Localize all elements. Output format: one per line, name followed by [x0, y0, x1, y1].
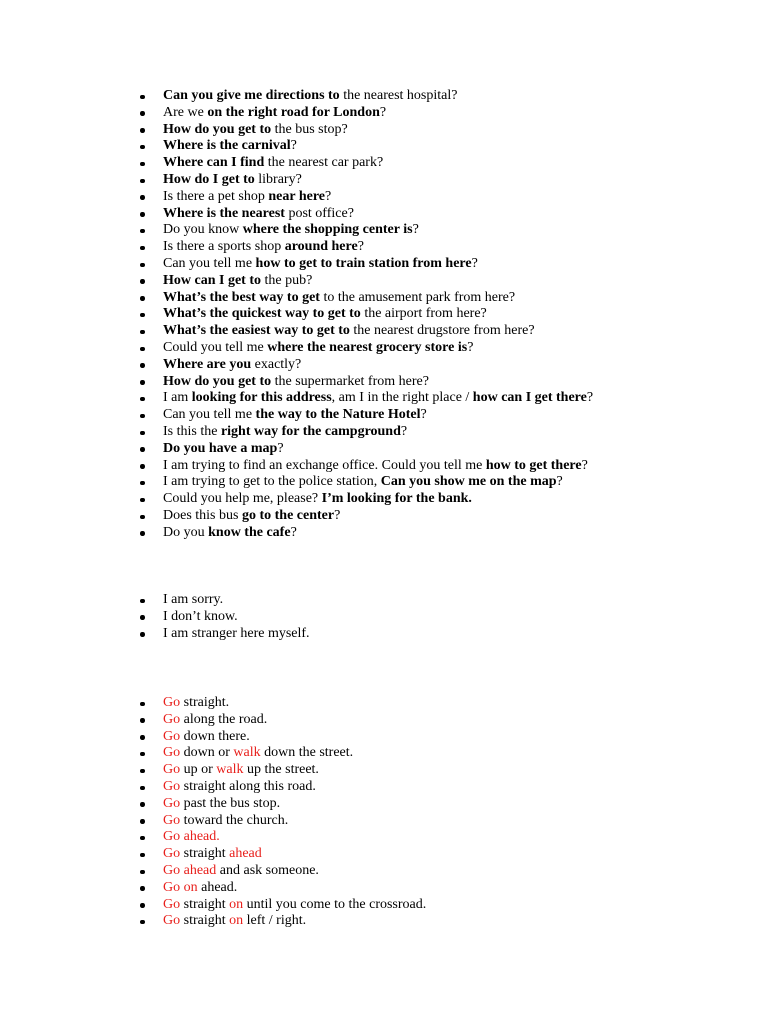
responses-item: [0, 626, 310, 643]
text-segment: the nearest drugstore from here?: [349, 323, 535, 339]
questions-item: [0, 138, 593, 155]
directions-item: [0, 796, 426, 813]
text-segment: Go: [163, 913, 181, 929]
text-segment: the nearest hospital?: [339, 88, 458, 103]
text-segment: post office?: [284, 205, 354, 221]
text-segment: down there.: [180, 728, 250, 744]
text-segment: How do you get to: [163, 121, 272, 137]
text-segment: ?: [277, 440, 284, 456]
questions-item: [0, 88, 593, 105]
text-segment: Go: [163, 745, 181, 761]
questions-item: [0, 239, 593, 256]
text-segment: up or: [180, 762, 217, 778]
questions-item: [0, 441, 593, 458]
text-segment: where the nearest grocery store is: [267, 339, 468, 355]
text-segment: ?: [357, 239, 364, 255]
text-segment: Do you know: [163, 222, 243, 238]
directions-item: [0, 762, 426, 779]
text-segment: ?: [290, 524, 297, 540]
questions-item: [0, 323, 593, 340]
responses-item: [0, 609, 310, 626]
text-segment: Can you tell me: [163, 255, 256, 271]
text-segment: exactly?: [251, 356, 302, 372]
text-segment: how can I get there: [472, 390, 587, 406]
text-segment: Could you help me, please?: [163, 491, 322, 507]
text-segment: I am trying to find an exchange office. Could you tell me: [163, 457, 486, 473]
text-segment: the nearest car park?: [264, 155, 384, 171]
text-segment: past the bus stop.: [180, 795, 281, 811]
text-segment: Go on: [163, 879, 198, 895]
text-segment: the supermarket from here?: [271, 373, 429, 389]
text-segment: toward the church.: [180, 812, 289, 828]
text-segment: Do you have a map: [163, 440, 278, 456]
text-segment: Go: [163, 812, 181, 828]
text-segment: Do you: [163, 524, 209, 540]
directions-item: [0, 695, 426, 712]
questions-item: [0, 525, 593, 542]
text-segment: Is there a pet shop: [163, 188, 269, 204]
text-segment: What’s the best way to get: [163, 289, 320, 305]
directions-item: [0, 779, 426, 796]
text-segment: the pub?: [261, 272, 313, 288]
questions-item: [0, 407, 593, 424]
text-segment: straight.: [180, 695, 230, 710]
text-segment: Go: [163, 728, 181, 744]
text-segment: straight: [180, 896, 230, 912]
text-segment: Go ahead: [163, 862, 217, 878]
text-segment: ?: [412, 222, 419, 238]
text-segment: and ask someone.: [216, 862, 319, 878]
text-segment: What’s the quickest way to get to: [163, 306, 361, 322]
text-segment: I don’t know.: [163, 608, 238, 624]
directions-item: [0, 745, 426, 762]
directions-item: [0, 729, 426, 746]
questions-item: [0, 222, 593, 239]
text-segment: Go: [163, 896, 181, 912]
text-segment: Go: [163, 762, 181, 778]
text-segment: ?: [471, 255, 478, 271]
text-segment: Go: [163, 795, 181, 811]
text-segment: looking for this address: [191, 390, 332, 406]
text-segment: on: [229, 913, 244, 929]
text-segment: Go: [163, 695, 181, 710]
text-segment: the airport from here?: [360, 306, 487, 322]
text-segment: straight along this road.: [180, 778, 316, 794]
text-segment: ahead: [229, 846, 262, 862]
directions-list: [0, 695, 426, 930]
text-segment: right way for the campground: [220, 423, 401, 439]
questions-item: [0, 189, 593, 206]
text-segment: ?: [581, 457, 588, 473]
questions-item: [0, 508, 593, 525]
responses-item: [0, 592, 310, 609]
text-segment: I am trying to get to the police station,: [163, 474, 381, 490]
text-segment: Where can I find: [163, 155, 265, 171]
text-segment: up the street.: [243, 762, 319, 778]
text-segment: how to get to train station from here: [255, 255, 472, 271]
text-segment: near here: [268, 188, 325, 204]
directions-item: [0, 712, 426, 729]
text-segment: walk: [216, 762, 244, 778]
text-segment: ?: [379, 104, 387, 120]
text-segment: How do I get to: [163, 171, 255, 187]
text-segment: walk: [233, 745, 261, 761]
text-segment: Are we: [163, 104, 208, 120]
questions-item: [0, 357, 593, 374]
text-segment: on: [229, 896, 244, 912]
text-segment: Can you tell me: [163, 407, 256, 423]
text-segment: the way to the Nature Hotel: [255, 407, 421, 423]
text-segment: Does this bus: [163, 507, 242, 523]
text-segment: Go: [163, 846, 181, 862]
text-segment: how to get there: [485, 457, 582, 473]
text-segment: the bus stop?: [271, 121, 348, 137]
text-segment: Could you tell me: [163, 339, 268, 355]
text-segment: Is this the: [163, 423, 221, 439]
questions-item: [0, 390, 593, 407]
text-segment: down or: [180, 745, 234, 761]
text-segment: left / right.: [243, 913, 307, 929]
text-segment: know the cafe: [208, 524, 291, 540]
questions-item: [0, 424, 593, 441]
text-segment: What’s the easiest way to get to: [163, 323, 350, 339]
directions-item: [0, 913, 426, 930]
text-segment: I am: [163, 390, 192, 406]
questions-list: [0, 88, 593, 542]
questions-item: [0, 374, 593, 391]
questions-item: [0, 256, 593, 273]
text-segment: ?: [334, 507, 341, 523]
text-segment: ?: [556, 474, 563, 490]
text-segment: where the shopping center is: [242, 222, 413, 238]
text-segment: I am sorry.: [163, 592, 224, 607]
questions-item: [0, 290, 593, 307]
directions-item: [0, 880, 426, 897]
text-segment: Where are you: [163, 356, 252, 372]
text-segment: Go: [163, 711, 181, 727]
text-segment: ?: [467, 339, 474, 355]
questions-item: [0, 206, 593, 223]
text-segment: go to the center: [241, 507, 335, 523]
text-segment: straight: [180, 913, 230, 929]
text-segment: Where is the carnival: [163, 138, 291, 154]
questions-item: [0, 340, 593, 357]
questions-item: [0, 273, 593, 290]
text-segment: to the amusement park from here?: [319, 289, 516, 305]
directions-item: [0, 897, 426, 914]
text-segment: around here: [284, 239, 358, 255]
text-segment: I am stranger here myself.: [163, 625, 310, 641]
text-segment: How do you get to: [163, 373, 272, 389]
text-segment: straight: [180, 846, 230, 862]
text-segment: ?: [586, 390, 594, 406]
text-segment: I’m looking for the bank.: [321, 491, 472, 507]
directions-item: [0, 813, 426, 830]
questions-item: [0, 458, 593, 475]
directions-item: [0, 863, 426, 880]
questions-item: [0, 155, 593, 172]
text-segment: Go: [163, 778, 181, 794]
text-segment: library?: [254, 171, 302, 187]
text-segment: Is there a sports shop: [163, 239, 285, 255]
text-segment: Can you show me on the map: [380, 474, 557, 490]
directions-item: [0, 829, 426, 846]
text-segment: Where is the nearest: [163, 205, 285, 221]
text-segment: ?: [290, 138, 297, 154]
text-segment: ?: [400, 423, 408, 439]
text-segment: on the right road for London: [207, 104, 380, 120]
text-segment: Go ahead.: [163, 829, 220, 845]
text-segment: , am I in the right place /: [331, 390, 473, 406]
text-segment: ?: [325, 188, 332, 204]
questions-item: [0, 491, 593, 508]
responses-list: [0, 592, 310, 642]
text-segment: Can you give me directions to: [163, 88, 340, 103]
questions-item: [0, 474, 593, 491]
text-segment: down the street.: [260, 745, 354, 761]
text-segment: How can I get to: [163, 272, 261, 288]
questions-item: [0, 122, 593, 139]
text-segment: along the road.: [180, 711, 268, 727]
directions-item: [0, 846, 426, 863]
questions-item: [0, 306, 593, 323]
questions-item: [0, 172, 593, 189]
text-segment: ahead.: [197, 879, 238, 895]
text-segment: until you come to the crossroad.: [243, 896, 427, 912]
questions-item: [0, 105, 593, 122]
text-segment: ?: [420, 407, 427, 423]
